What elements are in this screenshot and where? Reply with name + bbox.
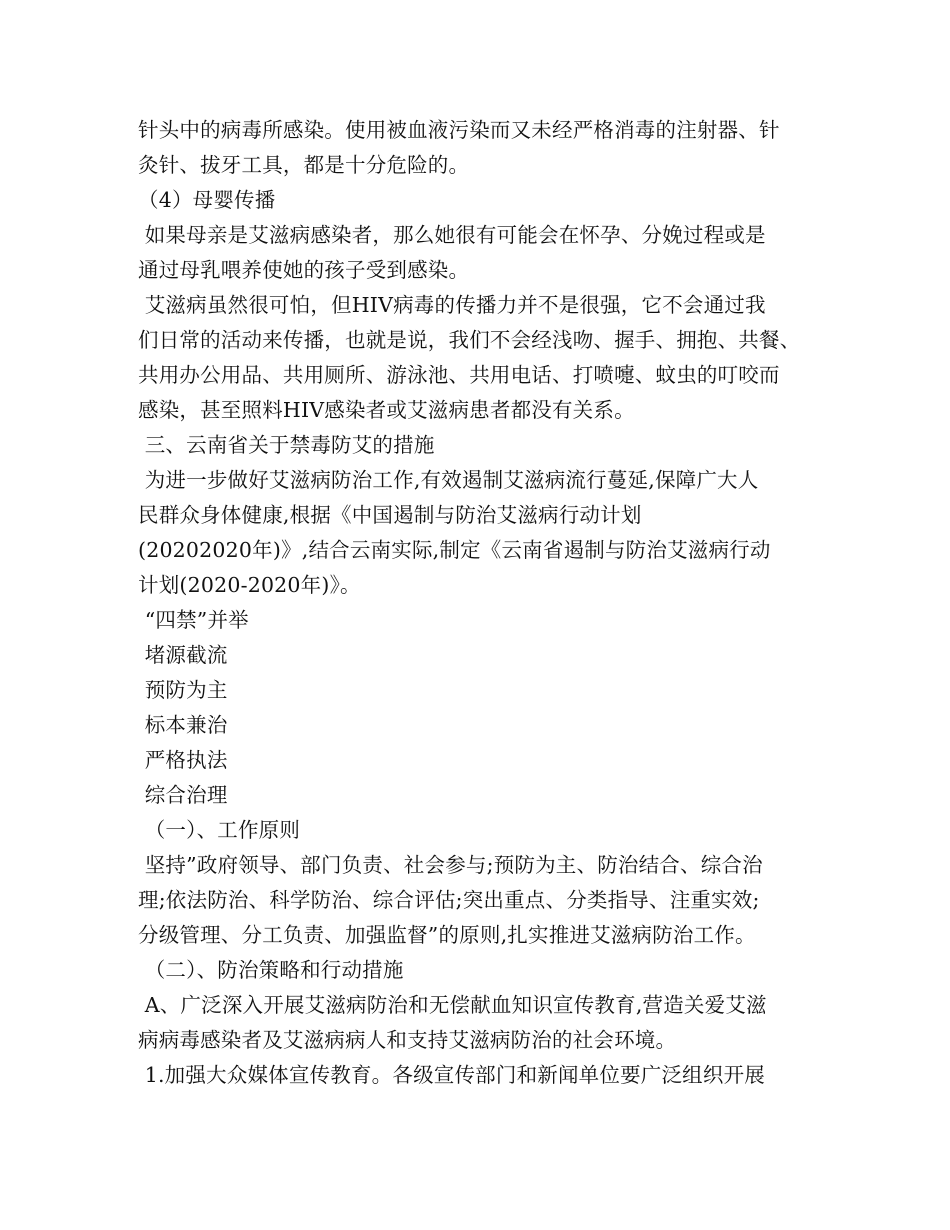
text-line: 针头中的病毒所感染。使用被血液污染而又未经严格消毒的注射器、针 <box>138 118 780 142</box>
list-item: 预防为主 <box>138 678 228 702</box>
list-item: 堵源截流 <box>138 643 228 667</box>
text-line: 分级管理、分工负责、加强监督”的原则,扎实推进艾滋病防治工作。 <box>138 923 756 947</box>
text-line: 坚持”政府领导、部门负责、社会参与;预防为主、防治结合、综合治 <box>138 853 763 877</box>
text-line: A、广泛深入开展艾滋病防治和无偿献血知识宣传教育,营造关爱艾滋 <box>138 993 767 1017</box>
text-line: 如果母亲是艾滋病感染者，那么她很有可能会在怀孕、分娩过程或是 <box>138 223 766 247</box>
text-line: 理;依法防治、科学防治、综合评估;突出重点、分类指导、注重实效; <box>138 888 760 912</box>
section-heading: （4）母婴传播 <box>138 188 276 212</box>
text-line: 为进一步做好艾滋病防治工作,有效遏制艾滋病流行蔓延,保障广大人 <box>138 468 759 492</box>
text-line: (20202020年)》,结合云南实际,制定《云南省遏制与防治艾滋病行动 <box>138 538 771 562</box>
list-item: 严格执法 <box>138 748 228 772</box>
text-line: 计划(2020-2020年)》。 <box>138 573 361 597</box>
text-line: 艾滋病虽然很可怕，但HIV病毒的传播力并不是很强，它不会通过我 <box>138 293 766 317</box>
list-heading: “四禁”并举 <box>138 608 249 632</box>
text-line: 灸针、拔牙工具，都是十分危险的。 <box>138 153 470 177</box>
section-heading: 三、云南省关于禁毒防艾的措施 <box>138 433 435 457</box>
section-heading: （一）、工作原则 <box>138 818 301 842</box>
list-item: 标本兼治 <box>138 713 228 737</box>
body-text <box>138 113 838 1093</box>
text-line: 共用办公用品、共用厕所、游泳池、共用电话、打喷嚏、蚊虫的叮咬而 <box>138 363 780 387</box>
text-line: 民群众身体健康,根据《中国遏制与防治艾滋病行动计划 <box>138 503 642 527</box>
text-line: 通过母乳喂养使她的孩子受到感染。 <box>138 258 470 282</box>
text-line: 们日常的活动来传播，也就是说，我们不会经浅吻、握手、拥抱、共餐、 <box>138 328 801 352</box>
text-line: 病病毒感染者及艾滋病病人和支持艾滋病防治的社会环境。 <box>138 1028 677 1052</box>
text-line: 1.加强大众媒体宣传教育。各级宣传部门和新闻单位要广泛组织开展 <box>138 1063 765 1087</box>
text-line: 感染，甚至照料HIV感染者或艾滋病患者都没有关系。 <box>138 398 635 422</box>
list-item: 综合治理 <box>138 783 228 807</box>
section-heading: （二）、防治策略和行动措施 <box>138 958 404 982</box>
